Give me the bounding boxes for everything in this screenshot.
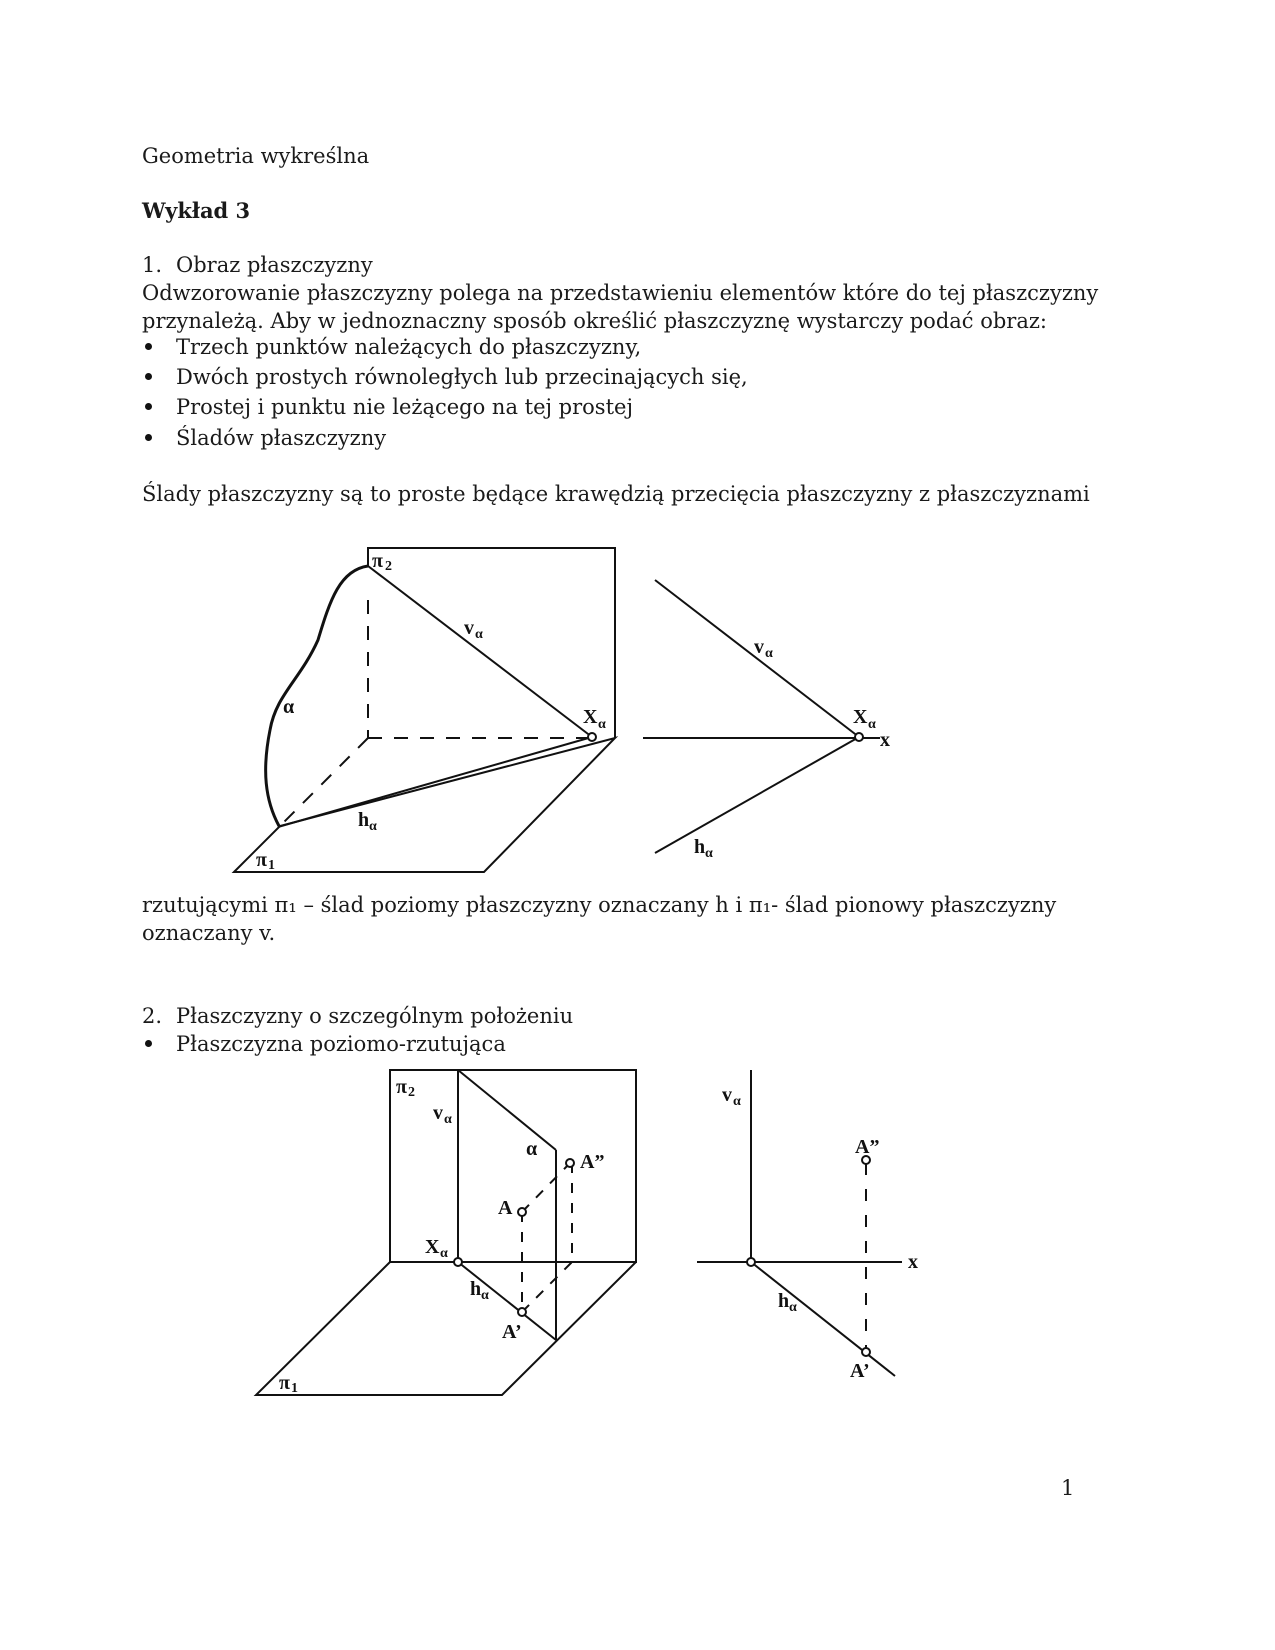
label-h: h [358,809,370,831]
label-alpha: α [283,696,295,718]
label-alpha-subscript: α [733,1094,741,1109]
label-x: X [853,706,868,728]
label-alpha-subscript: α [481,1288,489,1303]
traces-sentence: Ślady płaszczyzny są to proste będące krawędzią przecięcia płaszczyzny z płaszczyznami [142,482,1090,506]
label-alpha-subscript: α [868,717,876,732]
label-alpha-subscript: α [440,1246,448,1261]
label-pi: π [372,550,383,572]
point-a-double-prime [566,1159,574,1167]
pi1-plane-outline [256,1262,636,1395]
trace-h-line [655,737,859,853]
label-v: v [754,636,764,658]
figure1-orthographic [643,580,880,853]
lecture-title: Wykład 3 [142,198,251,223]
course-title: Geometria wykreślna [142,144,370,168]
trace-v-line [655,580,859,737]
label-h: h [470,1278,482,1300]
label-alpha-subscript: α [444,1112,452,1127]
alpha-top-edge [458,1070,556,1150]
label-pi: π [256,849,267,871]
label-subscript: 2 [408,1085,415,1100]
label-alpha-subscript: α [598,717,606,732]
figure1-labels [256,550,890,873]
bullet-item: Prostej i punktu nie leżącego na tej prostej [176,395,633,419]
after-figure-line2: oznaczany v. [142,921,276,945]
bullet-item: Dwóch prostych równoległych lub przecinających się, [176,365,748,389]
label-alpha-subscript: α [765,646,773,661]
label-x: X [583,706,598,728]
section1-paragraph-line1: Odwzorowanie płaszczyzny polega na przedstawieniu elementów które do tej płaszczyzny [142,281,1099,305]
label-x: X [425,1236,440,1258]
point-a-prime [518,1308,526,1316]
bullet-item: Trzech punktów należących do płaszczyzny, [176,335,642,359]
bullet-item: Śladów płaszczyzny [176,426,387,450]
label-v: v [464,617,474,639]
point-x-alpha [588,733,596,741]
label-h: h [778,1290,790,1312]
after-figure-line1: rzutującymi π₁ – ślad poziomy płaszczyzny oznaczany h i π₁- ślad pionowy płaszczyzny [142,893,1057,917]
figure2-orthographic [697,1070,902,1376]
label-a-prime: A’ [502,1321,522,1343]
point-x-alpha [454,1258,462,1266]
point-x-alpha [747,1258,755,1266]
projector-dashed [522,1163,570,1212]
label-pi: π [396,1076,407,1098]
label-alpha-subscript: α [475,627,483,642]
pi1-plane-outline [234,738,615,872]
page-number: 1 [1061,1476,1075,1500]
section1-paragraph-line2: przynależą. Aby w jednoznaczny sposób określić płaszczyznę wystarczy podać obraz: [142,309,1047,333]
section2-bullet: Płaszczyzna poziomo-rzutująca [176,1032,506,1056]
section2-number: 2. [142,1004,163,1028]
label-pi: π [279,1372,290,1394]
trace-h-line [751,1262,895,1376]
label-a-double-prime: A” [580,1151,605,1173]
label-x-axis: x [908,1251,918,1273]
pi2-plane-outline [368,548,615,738]
label-a: A [498,1197,513,1219]
figure2-labels [279,1076,918,1396]
label-alpha-subscript: α [369,819,377,834]
label-h: h [694,836,706,858]
point-a [518,1208,526,1216]
label-subscript: 1 [268,858,275,873]
label-alpha-subscript: α [789,1300,797,1315]
label-a-double-prime: A” [855,1136,880,1158]
section2-heading: Płaszczyzny o szczególnym położeniu [176,1004,574,1028]
point-a-prime [862,1348,870,1356]
label-alpha-subscript: α [705,846,713,861]
label-alpha: α [526,1138,538,1160]
label-a-prime: A’ [850,1360,870,1382]
section1-number: 1. [142,253,163,277]
label-v: v [722,1084,732,1106]
label-x-axis: x [880,729,890,751]
label-v: v [433,1102,443,1124]
trace-v-line [368,566,592,737]
label-subscript: 1 [291,1381,298,1396]
projector-dashed [522,1262,572,1312]
plane-alpha-boundary [266,566,368,826]
point-x-alpha [855,733,863,741]
section1-heading: Obraz płaszczyzny [176,253,373,277]
label-subscript: 2 [385,559,392,574]
